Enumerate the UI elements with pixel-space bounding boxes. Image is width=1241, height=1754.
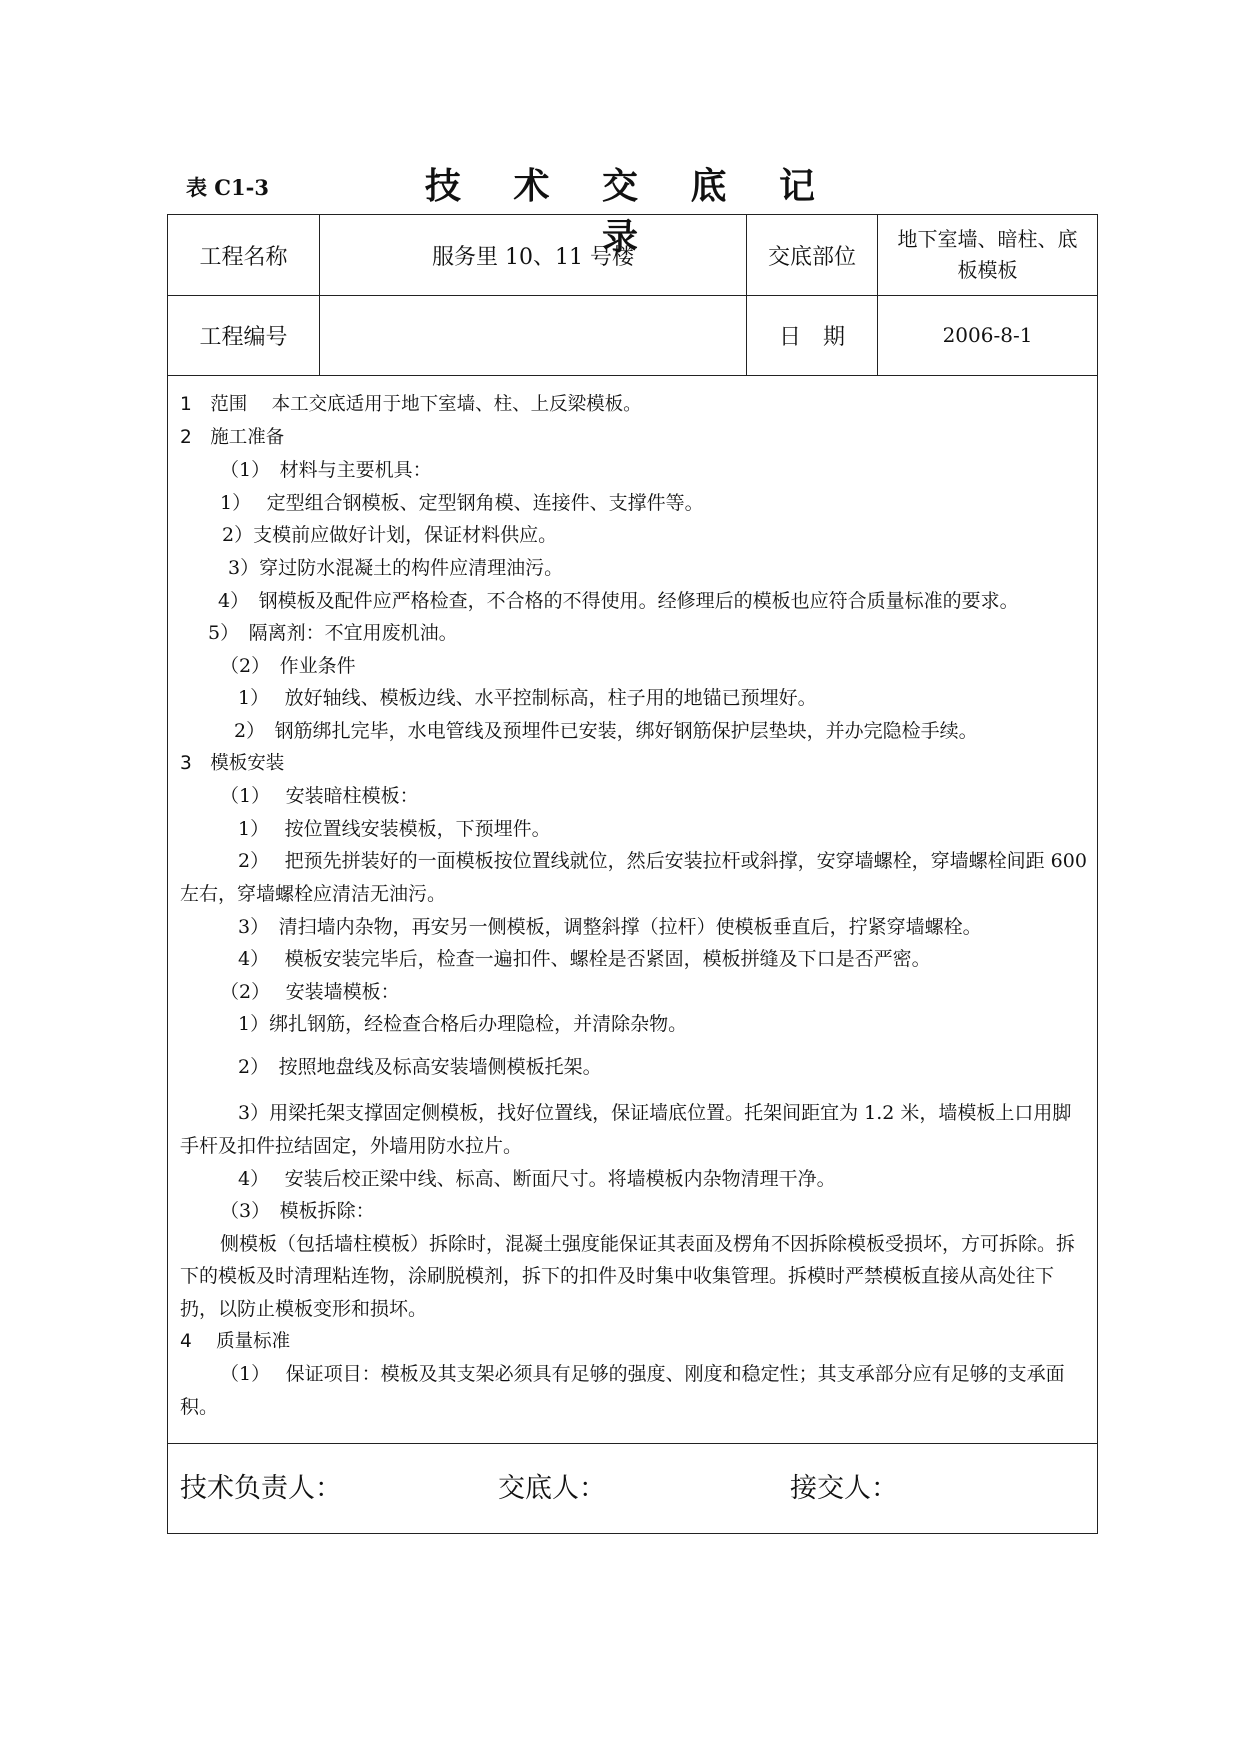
- receiver-signature-label: 接交人：: [790, 1473, 898, 1504]
- content-line: 3） 清扫墙内杂物，再安另一侧模板，调整斜撑（拉杆）使模板垂直后，拧紧穿墙螺栓。: [238, 915, 982, 938]
- content-line: 2） 按照地盘线及标高安装墙侧模板托架。: [238, 1055, 602, 1078]
- form-code: 表 C1-3: [186, 175, 269, 200]
- content-line: 2） 钢筋绑扎完毕，水电管线及预埋件已安装，绑好钢筋保护层垫块，并办完隐检手续。: [234, 719, 978, 742]
- project-name-value: 服务里 10、11 号楼: [320, 215, 747, 295]
- record-sheet: [167, 214, 1098, 1534]
- disclosure-content: [168, 376, 1097, 1444]
- location-label: 交底部位: [747, 215, 878, 295]
- content-line: 1） 定型组合钢模板、定型钢角模、连接件、支撑件等。: [220, 491, 704, 514]
- content-line: （3） 模板拆除：: [220, 1200, 375, 1223]
- content-line: 3 模板安装: [180, 752, 285, 774]
- content-line: 5） 隔离剂：不宜用废机油。: [208, 622, 458, 645]
- content-line: （1） 保证项目：模板及其支架必须具有足够的强度、刚度和稳定性；其支承部分应有足够的支承面积。: [180, 1363, 1065, 1418]
- content-line: 2 施工准备: [180, 426, 285, 448]
- content-line: 3）用梁托架支撑固定侧模板，找好位置线，保证墙底位置。托架间距宜为 1.2 米，墙模板上口用脚手杆及扣件拉结固定，外墙用防水拉片。: [180, 1102, 1072, 1158]
- content-line: 1）绑扎钢筋，经检查合格后办理隐检，并清除杂物。: [238, 1013, 688, 1036]
- content-line: 2）支模前应做好计划，保证材料供应。: [222, 524, 558, 547]
- content-line: 4） 安装后校正梁中线、标高、断面尺寸。将墙模板内杂物清理干净。: [238, 1167, 836, 1190]
- content-line: 1） 放好轴线、模板边线、水平控制标高，柱子用的地锚已预埋好。: [238, 687, 817, 710]
- content-line: 侧模板（包括墙柱模板）拆除时，混凝土强度能保证其表面及楞角不因拆除模板受损坏，方可拆除。拆下的模板及时清理粘连物，涂刷脱模剂，拆下的扣件及时集中收集管理。拆模时严禁模板直接从高处往下扔，以防止模板变形和损坏。: [180, 1232, 1076, 1321]
- date-label: 日 期: [747, 296, 878, 375]
- signature-row: [168, 1444, 1097, 1533]
- content-line: 1） 按位置线安装模板，下预埋件。: [238, 817, 551, 840]
- content-line: （2） 作业条件: [220, 654, 356, 677]
- content-line: 4） 模板安装完毕后，检查一遍扣件、螺栓是否紧固，模板拼缝及下口是否严密。: [238, 948, 931, 971]
- content-line: （1） 材料与主要机具：: [220, 459, 432, 482]
- content-line: （2） 安装墙模板：: [220, 980, 400, 1003]
- content-line: 4） 钢模板及配件应严格检查，不合格的不得使用。经修理后的模板也应符合质量标准的要求。: [218, 589, 1019, 612]
- document-title: 技 术 交 底 记 录: [424, 165, 836, 258]
- content-line: 2） 把预先拼装好的一面模板按位置线就位，然后安装拉杆或斜撑，安穿墙螺栓，穿墙螺栓间距 600 左右，穿墙螺栓应清洁无油污。: [180, 850, 1087, 905]
- presenter-signature-label: 交底人：: [498, 1473, 606, 1504]
- content-line: 4 质量标准: [180, 1330, 291, 1352]
- content-line: （1） 安装暗柱模板：: [220, 785, 419, 808]
- tech-lead-signature-label: 技术负责人：: [180, 1473, 342, 1504]
- location-value: 地下室墙、暗柱、底板模板: [897, 227, 1078, 282]
- date-value: 2006-8-1: [942, 323, 1033, 347]
- content-line: 3）穿过防水混凝土的构件应清理油污。: [228, 556, 564, 579]
- content-line: 1 范围 本工交底适用于地下室墙、柱、上反梁模板。: [180, 394, 642, 415]
- project-number-value: [320, 296, 747, 375]
- project-name-label: 工程名称: [168, 215, 320, 295]
- info-row-1: [168, 215, 1097, 296]
- info-row-2: [168, 296, 1097, 376]
- project-number-label: 工程编号: [168, 296, 320, 375]
